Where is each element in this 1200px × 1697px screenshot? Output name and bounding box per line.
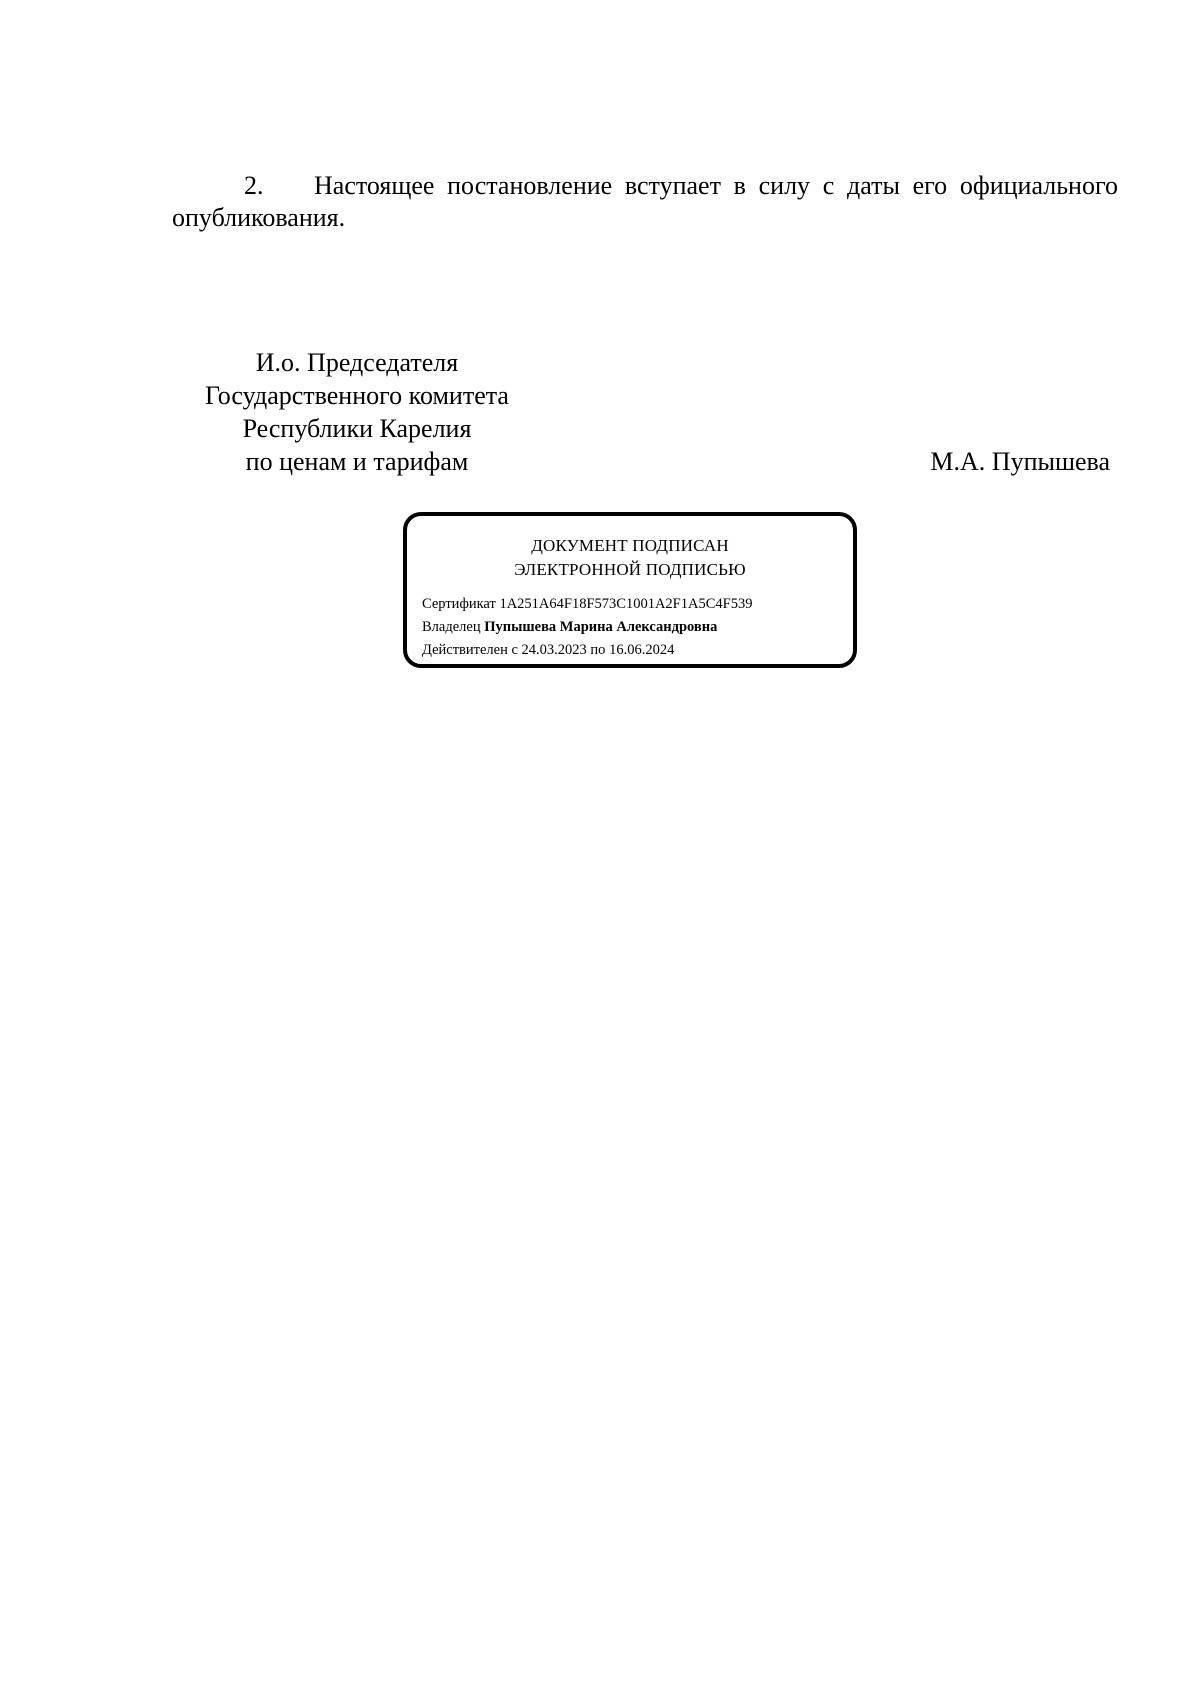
paragraph-text: Настоящее постановление вступает в силу с даты его официального опубликования. <box>172 171 1118 232</box>
stamp-owner <box>422 617 717 637</box>
stamp-title-line-2: ЭЛЕКТРОННОЙ ПОДПИСЬЮ <box>514 560 746 579</box>
electronic-signature-stamp <box>403 512 857 668</box>
certificate-value: 1A251A64F18F573C1001A2F1A5C4F539 <box>499 596 753 612</box>
paragraph-number: 2. <box>244 171 264 200</box>
stamp-title <box>407 534 853 582</box>
position-line-4: по ценам и тарифам <box>245 447 469 476</box>
stamp-title-line-1: ДОКУМЕНТ ПОДПИСАН <box>531 536 729 555</box>
stamp-validity <box>422 640 674 660</box>
valid-from-date: 24.03.2023 <box>521 642 587 658</box>
signer-position <box>172 346 542 478</box>
valid-from-label: с <box>511 642 518 658</box>
owner-value: Пупышева Марина Александровна <box>484 619 718 635</box>
valid-to-date: 16.06.2024 <box>609 642 675 658</box>
valid-label: Действителен <box>422 642 508 658</box>
owner-label: Владелец <box>422 619 481 635</box>
valid-to-label: по <box>590 642 606 658</box>
position-line-2: Государственного комитета <box>205 381 509 410</box>
resolution-paragraph <box>172 170 1118 234</box>
signer-name: М.А. Пупышева <box>930 447 1110 476</box>
position-line-1: И.о. Председателя <box>255 348 459 377</box>
stamp-certificate <box>422 594 752 614</box>
certificate-label: Сертификат <box>422 596 496 612</box>
position-line-3: Республики Карелия <box>242 414 472 443</box>
